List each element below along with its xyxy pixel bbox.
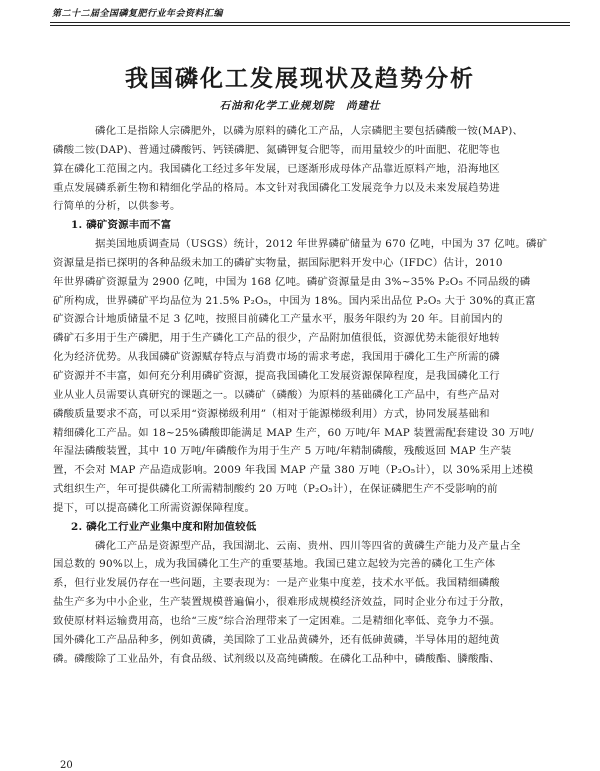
paragraph-line: 磷矿石多用于生产磷肥，用于生产磷化工产品的很少，产品附加值很低，资源优势未能很好地转 xyxy=(53,332,500,345)
paragraph-line: 致使原材料运输费用高，也给“三废”综合治理带来了一定困难。二是精细化率低、竞争力不强。 xyxy=(53,614,501,627)
section-heading-1: 1. 磷矿资源丰而不富 xyxy=(71,219,172,232)
paragraph-line: 矿所构成，世界磷矿平均品位为 21.5% P₂O₅，中国为 18%。国内采出品位 P₂O₅ 大于 30%的真正富 xyxy=(53,294,536,307)
paragraph-line: 业从业人员需要认真研究的课题之一。以磷矿（磷酸）为原料的基础磷化工产品中，有些产品对 xyxy=(53,388,500,401)
paragraph-line: 精细磷化工产品。如 18~25%磷酸即能满足 MAP 生产，60 万吨/年 MAP 装置需配套建设 30 万吨/ xyxy=(53,426,534,439)
section-heading-2: 2. 磷化工行业产业集中度和附加值较低 xyxy=(71,520,257,533)
paragraph-line: 磷酸二铵(DAP)、普通过磷酸钙、钙镁磷肥、氮磷钾复合肥等，而用量较少的叶面肥、花肥等也 xyxy=(53,143,501,156)
paragraph-line: 年世界磷矿资源量为 2900 亿吨，中国为 168 亿吨。磷矿资源量是由 3%~35% P₂O₅ 不同品级的磷 xyxy=(53,275,531,288)
paragraph-line: 年湿法磷酸装置，其中 10 万吨/年磷酸作为用于生产 5 万吨/年精制磷酸，残酸返回 MAP 生产装 xyxy=(53,445,512,458)
paragraph-line: 磷。磷酸除了工业品外，有食品级、试剂级以及高纯磷酸。在磷化工品种中，磷酸酯、膦酸酯、 xyxy=(53,652,500,665)
paragraph-line: 算在磷化工范围之内。我国磷化工经过多年发展，已逐渐形成母体产品靠近原料产地，沿海地区 xyxy=(53,162,500,175)
paragraph-line: 置，不会对 MAP 产品造成影响。2009 年我国 MAP 产量 380 万吨（P₂O₅计），以 30%采用上述模 xyxy=(53,464,534,477)
page-number: 20 xyxy=(60,760,73,771)
paragraph-line: 磷化工是指除人宗磷肥外，以磷为原料的磷化工产品，人宗磷肥主要包括磷酸一铵(MAP)、 xyxy=(95,125,524,137)
paragraph-line: 系，但行业发展仍存在一些问题，主要表现为：一是产业集中度差，技术水平低。我国精细磷酸 xyxy=(53,577,500,590)
paragraph-line: 矿资源合计地质储量不足 3 亿吨，按照目前磷化工产量水平，服务年限约为 20 年。目前国内的 xyxy=(53,313,503,326)
article-body xyxy=(53,122,573,668)
paragraph-line: 国总数的 90%以上，成为我国磷化工生产的重要基地。我国已建立起较为完善的磷化工生产体 xyxy=(53,558,496,571)
paragraph-line: 式组织生产，年可提供磷化工所需精制酸约 20 万吨（P₂O₅计），在保证磷肥生产不受影响的前 xyxy=(53,483,498,496)
paragraph-line: 资源量是指已探明的各种品级未加工的磷矿实物量，据国际肥料开发中心（IFDC）估计，2010 xyxy=(53,256,503,269)
paragraph-line: 化为经济优势。从我国磷矿资源赋存特点与消费市场的需求考虑，我国用于磷化工生产所需的磷 xyxy=(53,351,500,364)
author-line: 石油和化学工业规划院 尚建壮 xyxy=(219,100,381,112)
paragraph-line: 据美国地质调查局（USGS）统计，2012 年世界磷矿储量为 670 亿吨，中国为 37 亿吨。磷矿 xyxy=(95,238,548,251)
article-title: 我国磷化工发展现状及趋势分析 xyxy=(125,65,475,92)
paragraph-line: 磷酸质量要求不高，可以采用“资源梯级利用”（相对于能源梯级利用）方式，协同发展基础和 xyxy=(53,407,490,420)
paragraph-line: 重点发展磷系新生物和精细化学品的格局。本文针对我国磷化工发展竞争力以及未来发展趋势进 xyxy=(53,181,500,194)
paragraph-line: 盐生产多为中小企业，生产装置规模普遍偏小，很难形成规模经济效益，同时企业分布过于分散， xyxy=(53,596,511,609)
paragraph-line: 行简单的分析，以供参考。 xyxy=(53,200,181,213)
header-rule-bottom xyxy=(50,25,570,26)
running-head: 第二十二届全国磷复肥行业年会资料汇编 xyxy=(52,9,224,19)
paragraph-line: 国外磷化工产品品种多，例如黄磷，美国除了工业品黄磷外，还有低砷黄磷，半导体用的超纯黄 xyxy=(53,633,500,646)
header-rule-top xyxy=(50,22,570,23)
paragraph-line: 磷化工产品是资源型产品，我国湖北、云南、贵州、四川等四省的黄磷生产能力及产量占全 xyxy=(95,539,521,552)
paragraph-line: 矿资源并不丰富，如何充分利用磷矿资源，提高我国磷化工发展资源保障程度，是我国磷化工行 xyxy=(53,369,500,382)
paragraph-line: 提下，可以提高磷化工所需资源保障程度。 xyxy=(53,501,256,514)
